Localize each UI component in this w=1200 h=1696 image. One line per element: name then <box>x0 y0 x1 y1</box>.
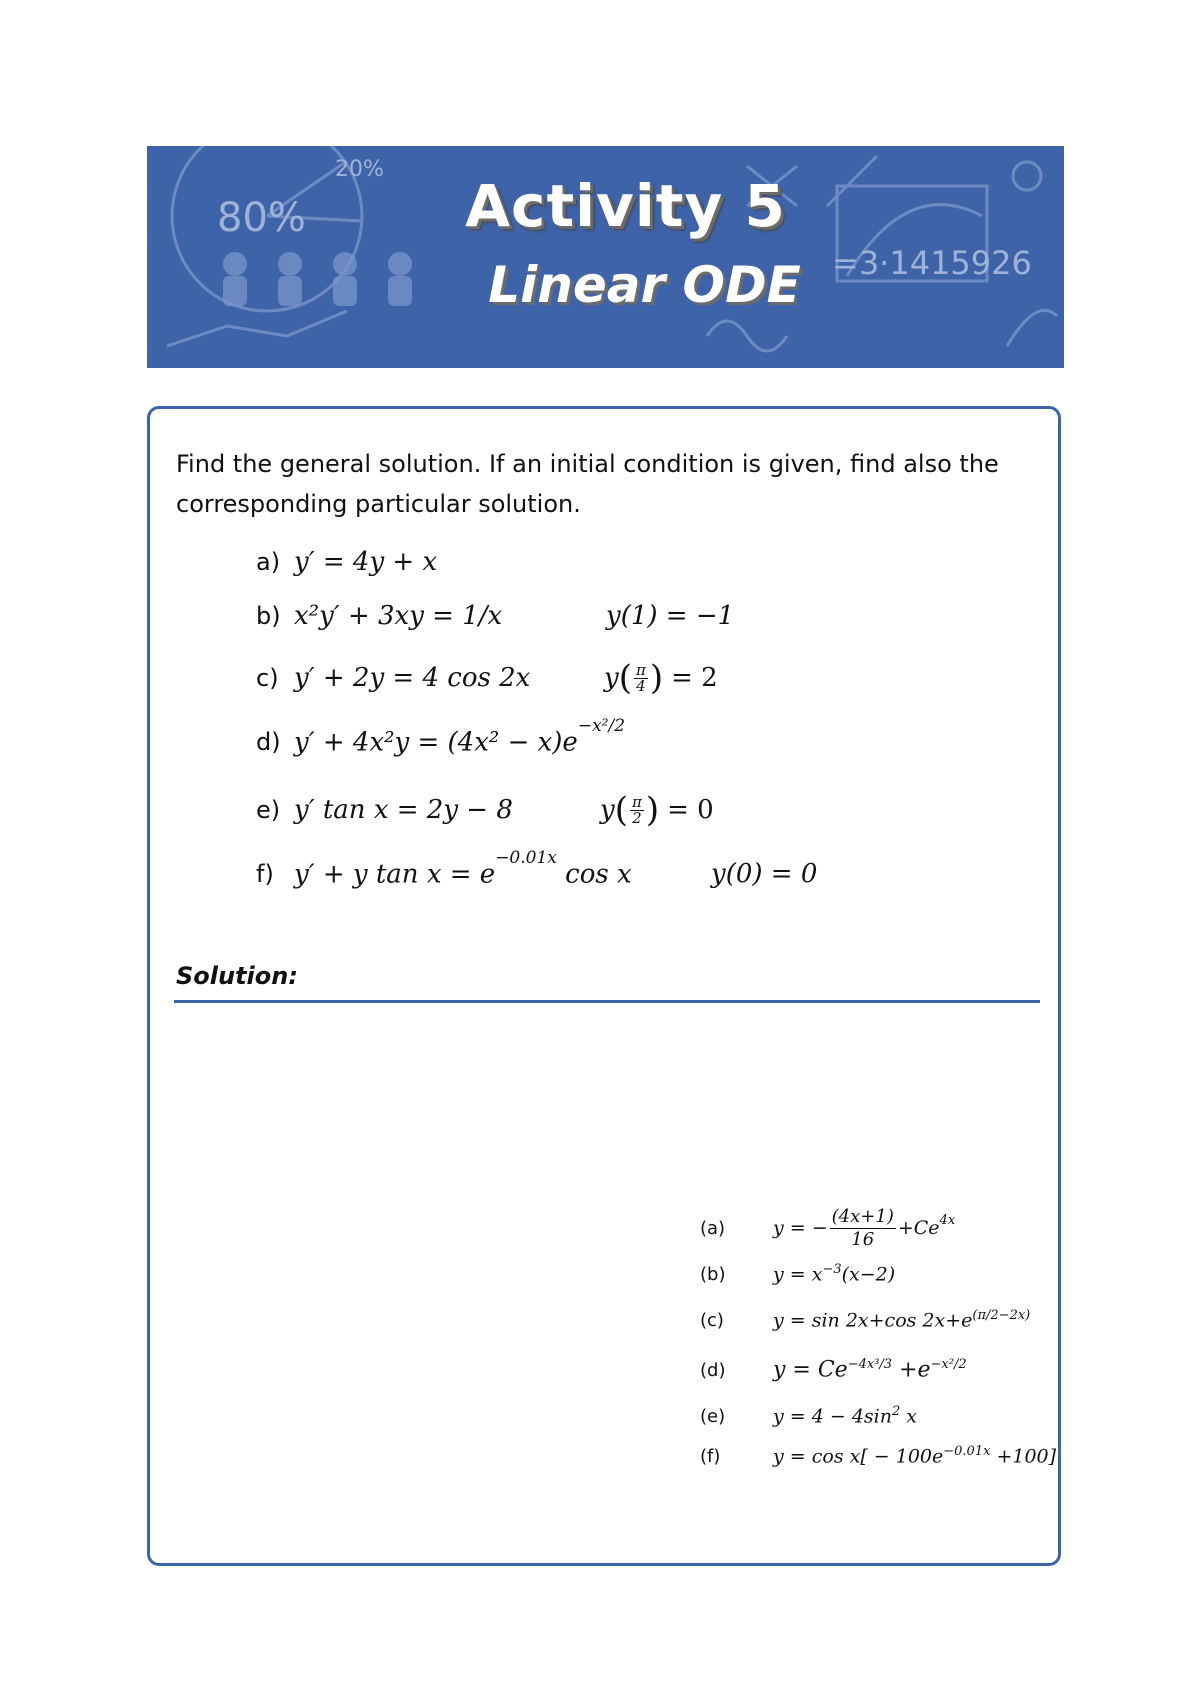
problem-e <box>256 788 714 832</box>
problem-label: f) <box>256 860 274 888</box>
activity-subtitle: Linear ODE <box>488 256 801 314</box>
answer-c <box>700 1302 1030 1338</box>
activity-title: Activity 5 <box>465 172 786 240</box>
problem-label: d) <box>256 728 281 756</box>
answer-d <box>700 1350 967 1390</box>
answer-expression: y = − $\frac{(4x+1)}{16}$ +Ce $^{4x}$ <box>773 1205 956 1250</box>
problem-b <box>256 594 735 638</box>
answer-a <box>700 1200 955 1256</box>
answer-label: (d) <box>700 1359 726 1381</box>
problem-equation: y′ + y $\tan x = e^{-0.01x}$ cos x <box>294 848 632 890</box>
problem-equation: y′ tan x = 2y − 8 <box>294 795 513 825</box>
deco-percent-small: 20% <box>335 157 384 182</box>
problem-equation: y′ + 2y = 4 cos 2x <box>294 663 531 693</box>
answer-f <box>700 1438 1056 1474</box>
instructions-text: Find the general solution. If an initial condition is given, find also the corresponding particular solution. <box>176 450 999 518</box>
answer-b <box>700 1256 895 1292</box>
deco-percent-large: 80% <box>217 195 306 241</box>
problem-label: b) <box>256 602 281 630</box>
solution-header: Solution: <box>176 962 298 990</box>
problem-a <box>256 540 437 584</box>
problem-label: e) <box>256 796 281 824</box>
solution-divider <box>174 1000 1040 1003</box>
answer-label: (f) <box>700 1445 721 1467</box>
initial-condition: y(1) = −1 <box>606 601 735 631</box>
answer-label: (b) <box>700 1263 726 1285</box>
problem-d <box>256 716 626 764</box>
initial-condition: y ( $\frac{\pi}{2}$ ) = 0 <box>600 790 714 830</box>
answer-expression: $y = 4 - 4\sin^2$ x <box>773 1404 918 1428</box>
problem-equation: $y' + 4x^2y = (4x^2 - x)e^{-x^2/2}$ <box>294 716 626 758</box>
answer-e <box>700 1398 917 1434</box>
answer-expression: $y = x^{-3}(x-2)$ <box>773 1262 896 1286</box>
problem-label: a) <box>256 548 281 576</box>
initial-condition: y ( $\frac{\pi}{4}$ ) = 2 <box>604 658 718 698</box>
answer-label: (c) <box>700 1309 724 1331</box>
problem-c <box>256 656 718 700</box>
problem-label: c) <box>256 664 279 692</box>
problem-equation: x²y′ + 3xy = 1/x <box>294 601 503 631</box>
answer-expression: y = sin 2x+cos $2x+e^{(\pi/2-2x)}$ <box>773 1308 1031 1332</box>
problem-f <box>256 848 818 896</box>
answer-label: (e) <box>700 1405 726 1427</box>
answer-expression: $y = Ce^{-4x^3/3} +e^{-x^2/2}$ <box>773 1357 967 1383</box>
initial-condition: y(0) = 0 <box>711 859 818 889</box>
deco-pi-digits: =3·1415926 <box>832 244 1032 282</box>
answer-label: (a) <box>700 1217 726 1239</box>
header-banner <box>147 146 1064 368</box>
answer-expression: $y = \cos x[ - 100e^{-0.01x} +100]$ <box>773 1444 1057 1468</box>
problem-equation: y′ = 4y + x <box>294 547 438 577</box>
